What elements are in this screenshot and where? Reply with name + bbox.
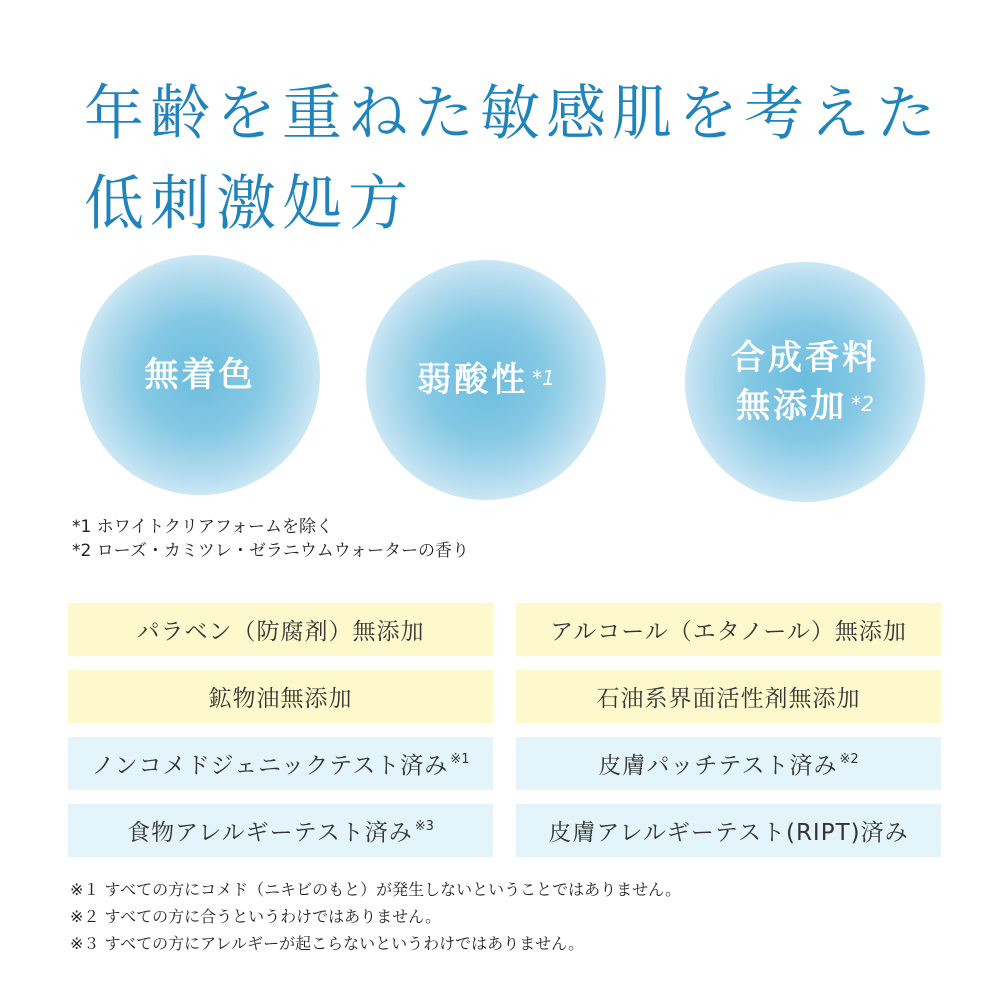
- feature-box-paraben-free: パラベン（防腐剤）無添加: [68, 603, 493, 656]
- feature-box-ript-tested: 皮膚アレルギーテスト(RIPT)済み: [516, 804, 941, 857]
- feature-box-mineral-oil-free: 鉱物油無添加: [68, 670, 493, 723]
- circle-label: 弱酸性 $^{*1}$: [417, 360, 555, 400]
- note-item: *2 ローズ・カミツレ・ゼラニウムウォーターの香り: [72, 541, 470, 561]
- circle-footnote-mark: *2: [851, 392, 874, 416]
- feature-box-alcohol-free: アルコール（エタノール）無添加: [516, 603, 941, 656]
- footnote-item: ※２ すべての方に合うというわけではありません。: [70, 907, 442, 926]
- footnote-item: ※１ すべての方にコメド（ニキビのもと）が発生しないということではありません。: [70, 880, 682, 899]
- circle-label: 合成香料: [731, 338, 879, 378]
- box-footnote-mark: ※2: [839, 752, 859, 767]
- footnotes: [70, 876, 681, 957]
- box-footnote-mark: ※1: [450, 752, 470, 767]
- circle-footnote-mark: *1: [532, 366, 555, 390]
- note-item: *1 ホワイトクリアフォームを除く: [72, 517, 334, 537]
- headline-line-1: 年齢を重ねた敏感肌を考えた: [84, 79, 942, 149]
- feature-circle-weak-acid: [366, 260, 606, 500]
- circle-notes: [72, 515, 469, 563]
- footnote-item: ※３ すべての方にアレルギーが起こらないというわけではありません。: [70, 934, 585, 953]
- circle-label: 無着色: [144, 355, 256, 395]
- box-footnote-mark: ※3: [414, 819, 434, 834]
- feature-box-food-allergy-tested: 食物アレルギーテスト済み ※3: [68, 804, 493, 857]
- feature-box-patch-tested: 皮膚パッチテスト済み ※2: [516, 737, 941, 790]
- feature-box-petroleum-surfactant-free: 石油系界面活性剤無添加: [516, 670, 941, 723]
- feature-circle-fragrance-free: [685, 262, 925, 502]
- feature-circle-colorless: [80, 255, 320, 495]
- headline-line-2: 低刺激処方: [84, 169, 414, 239]
- feature-box-noncomedogenic-tested: ノンコメドジェニックテスト済み ※1: [68, 737, 493, 790]
- circle-label: 無添加 $^{*2}$: [736, 386, 874, 426]
